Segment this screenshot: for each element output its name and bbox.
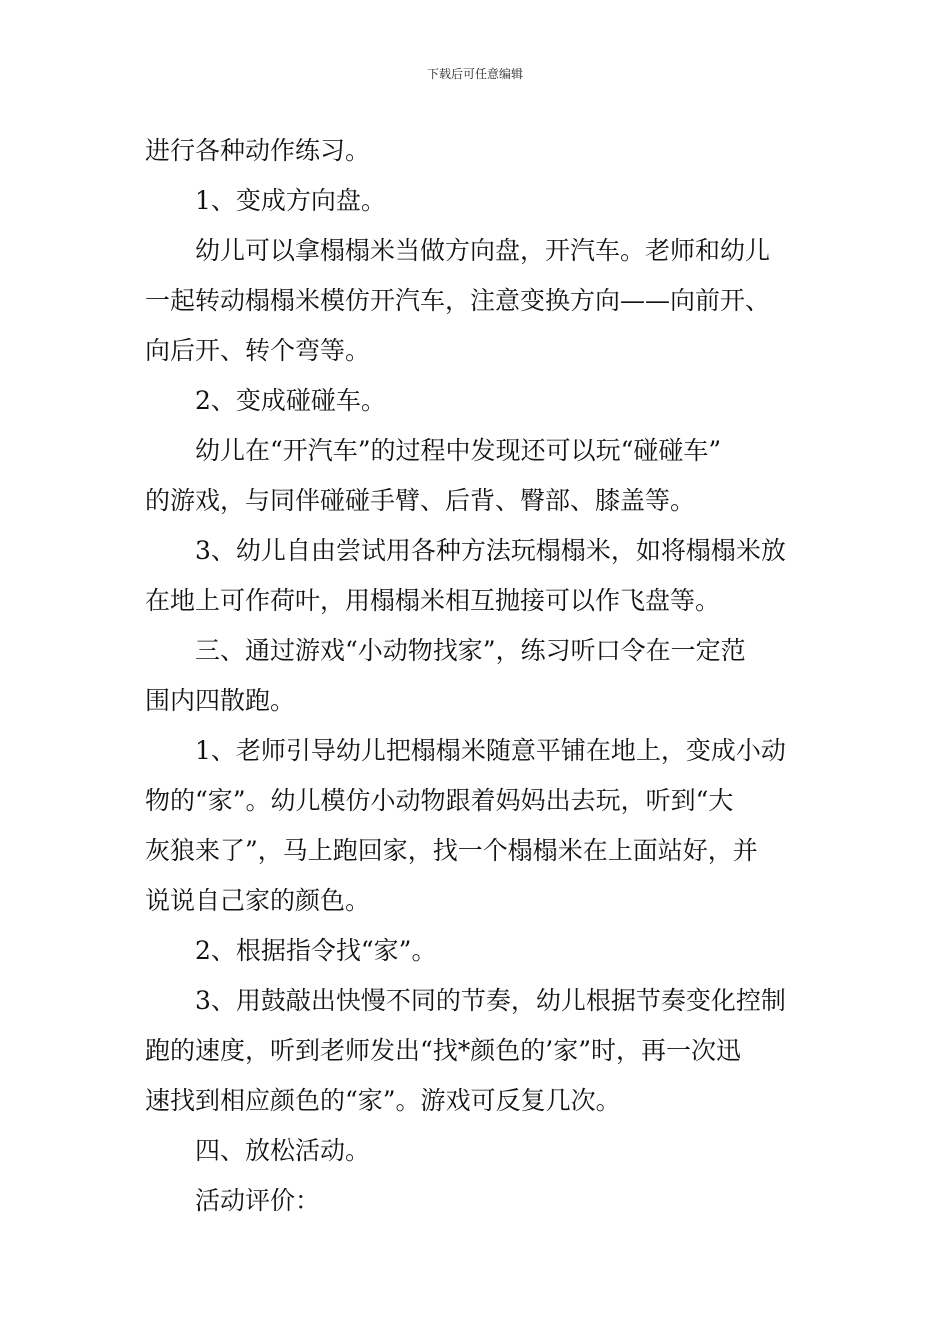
text-line-15: 灰狼来了”，马上跑回家，找一个榻榻米在上面站好，并 [145, 836, 758, 865]
text-line-18: 3、用鼓敲出快慢不同的节奏，幼儿根据节奏变化控制 [195, 986, 786, 1015]
page-header: 下载后可任意编辑 [426, 67, 523, 81]
text-line-3: 幼儿可以拿榻榻米当做方向盘，开汽车。老师和幼儿 [195, 236, 771, 265]
text-line-19: 跑的速度，听到老师发出“找*颜色的’家”时，再一次迅 [145, 1036, 742, 1065]
text-line-4: 一起转动榻榻米模仿开汽车，注意变换方向——向前开、 [145, 286, 771, 315]
text-line-6: 2、变成碰碰车。 [195, 386, 386, 415]
text-line-2: 1、变成方向盘。 [195, 186, 386, 215]
text-line-13: 1、老师引导幼儿把榻榻米随意平铺在地上，变成小动 [195, 736, 786, 765]
text-line-17: 2、根据指令找“家”。 [195, 936, 437, 965]
text-line-5: 向后开、转个弯等。 [145, 336, 371, 365]
text-line-10: 在地上可作荷叶，用榻榻米相互抛接可以作飞盘等。 [145, 586, 721, 615]
text-line-11: 三、通过游戏“小动物找家”，练习听口令在一定范 [195, 636, 746, 665]
text-line-22: 活动评价： [195, 1186, 321, 1215]
text-line-21: 四、放松活动。 [195, 1136, 371, 1165]
text-line-7: 幼儿在“开汽车”的过程中发现还可以玩“碰碰车” [195, 436, 722, 465]
text-line-8: 的游戏，与同伴碰碰手臂、后背、臀部、膝盖等。 [145, 486, 696, 515]
text-line-20: 速找到相应颜色的“家”。游戏可反复几次。 [145, 1086, 621, 1115]
text-line-16: 说说自己家的颜色。 [145, 886, 371, 915]
text-line-1: 进行各种动作练习。 [145, 136, 371, 165]
text-line-14: 物的“家”。幼儿模仿小动物跟着妈妈出去玩，听到“大 [145, 786, 734, 815]
text-line-9: 3、幼儿自由尝试用各种方法玩榻榻米，如将榻榻米放 [195, 536, 786, 565]
text-line-12: 围内四散跑。 [145, 686, 296, 715]
document-body [145, 126, 809, 1226]
